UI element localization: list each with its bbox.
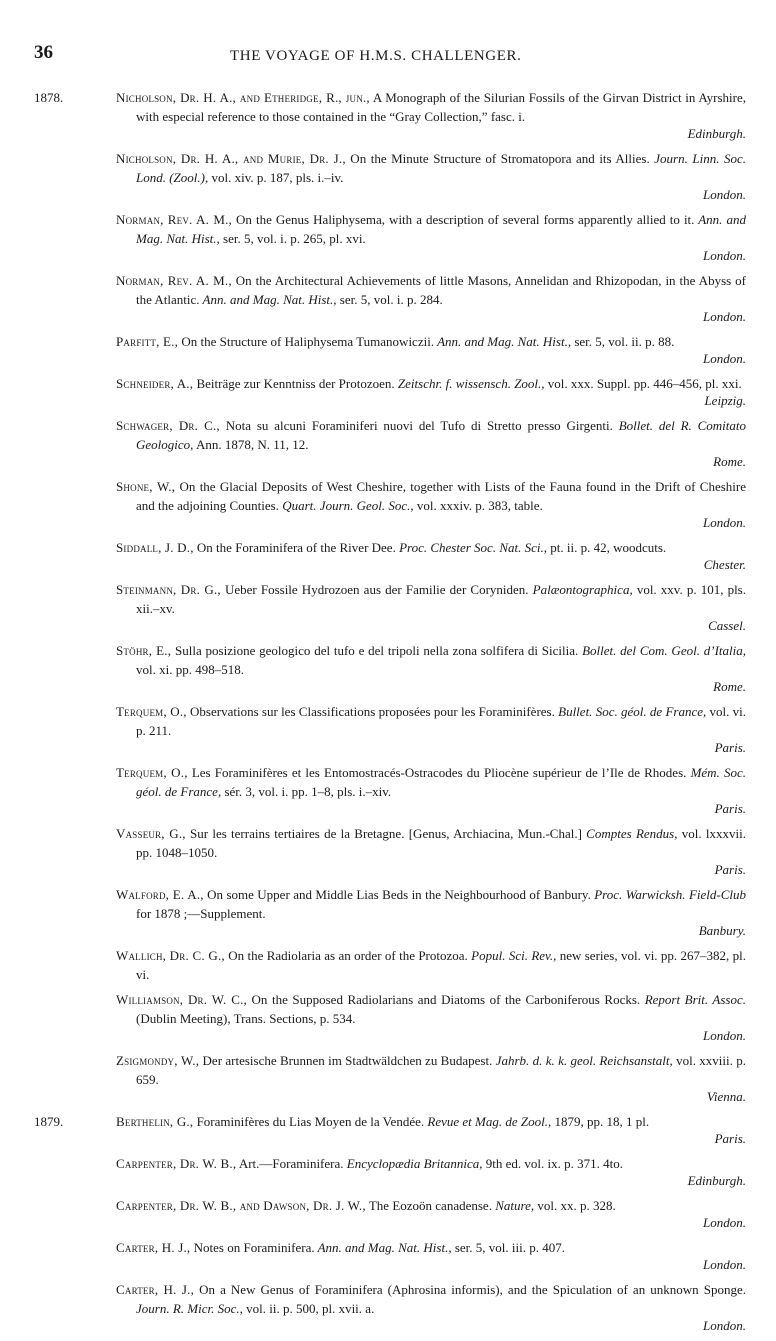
entry-author: Siddall, J. D.,: [116, 540, 194, 555]
entry-body: [116, 271, 746, 326]
entry-citation: pt. ii. p. 42, woodcuts.: [547, 540, 667, 555]
entry-place: Vienna.: [706, 1089, 746, 1104]
entry-place: Chester.: [703, 557, 746, 572]
entry-journal: Proc. Warwicksh. Field-Club: [590, 887, 746, 902]
entry-place: Paris.: [714, 1131, 746, 1146]
bibliography-entry: [0, 149, 776, 204]
entry-title: On the Genus Haliphysema, with a description of several forms apparently allied to it.: [231, 212, 695, 227]
entry-body: [116, 1238, 746, 1274]
entry-body: [116, 641, 746, 696]
entry-body: [116, 88, 746, 143]
entry-citation: vol. xiv. p. 187, pls. i.–iv.: [208, 170, 344, 185]
entry-citation: (Dublin Meeting), Trans. Sections, p. 534.: [136, 1011, 356, 1026]
bibliography-entry: [0, 1154, 776, 1190]
entry-body: [116, 477, 746, 532]
entry-place: London.: [703, 1028, 746, 1043]
entry-body: [116, 763, 746, 818]
entry-title: On the Glacial Deposits of West Cheshire, together with Lists of the Fauna found in the Drift of Cheshire and the adjoining Counties.: [136, 479, 746, 513]
entry-journal: Report Brit. Assoc.: [640, 992, 747, 1007]
bibliography-entry: [0, 1238, 776, 1274]
entry-author: Norman, Rev. A. M.,: [116, 273, 232, 288]
entry-title: A Monograph of the Silurian Fossils of the Girvan District in Ayrshire, with especial reference to those contained in the “Gray Collection,” fasc. i.: [136, 90, 746, 124]
entry-author: Williamson, Dr. W. C.,: [116, 992, 247, 1007]
entry-author: Nicholson, Dr. H. A., and Etheridge, R., jun.,: [116, 90, 370, 105]
entry-citation: vol. xxviii. p. 659.: [136, 1053, 746, 1087]
entry-body: [116, 702, 746, 757]
entry-title: On the Architectural Achievements of little Masons, Annelidan and Rhizopodan, in the Abyss of the Atlantic.: [136, 273, 746, 307]
entry-place: London.: [703, 1215, 746, 1230]
bibliography-entry: [0, 763, 776, 818]
entry-journal: Zeitschr. f. wissensch. Zool.,: [394, 376, 545, 391]
entry-author: Terquem, O.,: [116, 765, 188, 780]
entry-title: Art.—Foraminifera.: [236, 1156, 344, 1171]
entry-author: Norman, Rev. A. M.,: [116, 212, 232, 227]
entry-journal: Revue et Mag. de Zool.,: [424, 1114, 552, 1129]
entry-author: Carter, H. J.,: [116, 1282, 195, 1297]
entry-body: [116, 416, 746, 471]
bibliography-entry: [0, 990, 776, 1045]
entry-author: Walford, E. A.,: [116, 887, 204, 902]
entry-title: Foraminifères du Lias Moyen de la Vendée.: [193, 1114, 425, 1129]
entry-body: [116, 538, 746, 574]
entry-citation: vol. ii. p. 500, pl. xvii. a.: [242, 1301, 375, 1316]
bibliography-entry: [0, 1280, 776, 1335]
entry-place: Edinburgh.: [687, 1173, 746, 1188]
entry-journal: Popul. Sci. Rev.,: [467, 948, 557, 963]
entry-title: On some Upper and Middle Lias Beds in the Neighbourhood of Banbury.: [203, 887, 591, 902]
entry-body: [116, 885, 746, 940]
entry-citation: vol. lxxxvii. pp. 1048–1050.: [136, 826, 746, 860]
entry-title: On a New Genus of Foraminifera (Aphrosina informis), and the Spiculation of an unknown Sponge.: [194, 1282, 746, 1297]
entry-author: Carpenter, Dr. W. B.,: [116, 1156, 237, 1171]
bibliography-entry: [0, 88, 776, 143]
entry-place: Edinburgh.: [687, 126, 746, 141]
entry-author: Carpenter, Dr. W. B., and Dawson, Dr. J. W.,: [116, 1198, 366, 1213]
entry-place: Paris.: [714, 740, 746, 755]
entry-place: London.: [703, 1318, 746, 1333]
entry-year: 1879.: [34, 1114, 64, 1129]
entry-body: [116, 946, 746, 984]
entry-citation: vol. xx. p. 328.: [534, 1198, 616, 1213]
bibliography-entry: [0, 416, 776, 471]
entry-citation: vol. xi. pp. 498–518.: [136, 662, 244, 677]
entry-author: Nicholson, Dr. H. A., and Murie, Dr. J.,: [116, 151, 346, 166]
bibliography-entry: [0, 538, 776, 574]
entry-author: Berthelin, G.,: [116, 1114, 194, 1129]
bibliography-entry: [0, 702, 776, 757]
bibliography-entry: [0, 1196, 776, 1232]
entry-journal: Comptes Rendus,: [581, 826, 678, 841]
entry-citation: ser. 5, vol. i. p. 284.: [336, 292, 443, 307]
entry-journal: Ann. and Mag. Nat. Hist.,: [314, 1240, 452, 1255]
running-title: THE VOYAGE OF H.M.S. CHALLENGER.: [230, 48, 522, 64]
entry-journal: Palæontographica,: [528, 582, 633, 597]
entry-author: Carter, H. J.,: [116, 1240, 191, 1255]
entry-title: Der artesische Brunnen im Stadtwäldchen zu Budapest.: [199, 1053, 493, 1068]
entry-body: [116, 374, 746, 410]
entry-body: [116, 1051, 746, 1106]
entry-journal: Bollet. del Com. Geol. d’Italia,: [578, 643, 746, 658]
entry-title: On the Supposed Radiolarians and Diatoms of the Carboniferous Rocks.: [246, 992, 641, 1007]
entry-place: London.: [703, 1257, 746, 1272]
entry-citation: vol. xxxiv. p. 383, table.: [413, 498, 543, 513]
entry-place: Banbury.: [698, 923, 746, 938]
entry-citation: for 1878 ;—Supplement.: [136, 906, 266, 921]
entry-title: Notes on Foraminifera.: [190, 1240, 315, 1255]
bibliography-entry: [0, 641, 776, 696]
bibliography-list: [0, 88, 776, 1341]
entry-title: Sulla posizione geologico del tufo e del tripoli nella zona solfifera di Sicilia.: [171, 643, 579, 658]
entry-citation: Ann. 1878, N. 11, 12.: [193, 437, 309, 452]
bibliography-entry: [0, 824, 776, 879]
entry-author: Schneider, A.,: [116, 376, 194, 391]
entry-citation: sér. 3, vol. i. pp. 1–8, pls. i.–xiv.: [221, 784, 392, 799]
bibliography-entry: [0, 1112, 776, 1148]
entry-citation: ser. 5, vol. ii. p. 88.: [571, 334, 675, 349]
entry-body: [116, 990, 746, 1045]
entry-title: The Eozoön canadense.: [365, 1198, 492, 1213]
entry-place: Rome.: [713, 454, 746, 469]
bibliography-entry: [0, 885, 776, 940]
entry-place: London.: [703, 515, 746, 530]
entry-journal: Proc. Chester Soc. Nat. Sci.,: [395, 540, 547, 555]
entry-title: On the Structure of Haliphysema Tumanowiczii.: [178, 334, 435, 349]
entry-journal: Ann. and Mag. Nat. Hist.,: [199, 292, 337, 307]
entry-place: Leipzig.: [704, 393, 746, 408]
entry-year: 1878.: [34, 90, 64, 105]
entry-title: Beiträge zur Kenntniss der Protozoen.: [193, 376, 395, 391]
bibliography-entry: [0, 1051, 776, 1106]
bibliography-entry: [0, 580, 776, 635]
entry-title: Sur les terrains tertiaires de la Bretagne. [Genus, Archiacina, Mun.-Chal.]: [185, 826, 582, 841]
entry-citation: ser. 5, vol. i. p. 265, pl. xvi.: [219, 231, 366, 246]
entry-body: [116, 1112, 746, 1148]
entry-place: London.: [703, 187, 746, 202]
entry-body: [116, 210, 746, 265]
entry-journal: Encyclopædia Britannica,: [343, 1156, 483, 1171]
entry-title: On the Radiolaria as an order of the Protozoa.: [224, 948, 468, 963]
entry-citation: new series, vol. vi. pp. 267–382, pl. vi.: [136, 948, 747, 982]
page-number: 36: [34, 42, 53, 63]
entry-journal: Bollet. del R. Comitato Geologico,: [136, 418, 747, 452]
entry-journal: Journ. R. Micr. Soc.,: [136, 1301, 243, 1316]
bibliography-entry: [0, 271, 776, 326]
entry-place: Paris.: [714, 801, 746, 816]
entry-journal: Ann. and Mag. Nat. Hist.,: [434, 334, 572, 349]
entry-citation: vol. vi. p. 211.: [136, 704, 747, 738]
entry-journal: Nature,: [491, 1198, 535, 1213]
entry-citation: 9th ed. vol. ix. p. 371. 4to.: [482, 1156, 623, 1171]
entry-citation: vol. xxx. Suppl. pp. 446–456, pl. xxi.: [544, 376, 742, 391]
entry-place: Paris.: [714, 862, 746, 877]
entry-author: Steinmann, Dr. G.,: [116, 582, 221, 597]
entry-title: Nota su alcuni Foraminiferi nuovi del Tufo di Stretto presso Girgenti.: [219, 418, 613, 433]
bibliography-entry: [0, 332, 776, 368]
entry-author: Schwager, Dr. C.,: [116, 418, 220, 433]
entry-author: Parfitt, E.,: [116, 334, 179, 349]
entry-journal: Mém. Soc. géol. de France,: [136, 765, 747, 799]
entry-body: [116, 149, 746, 204]
entry-place: Cassel.: [708, 618, 746, 633]
entry-title: On the Foraminifera of the River Dee.: [193, 540, 396, 555]
entry-place: Rome.: [713, 679, 746, 694]
entry-body: [116, 1154, 746, 1190]
entry-author: Vasseur, G.,: [116, 826, 186, 841]
entry-body: [116, 824, 746, 879]
entry-journal: Quart. Journ. Geol. Soc.,: [278, 498, 414, 513]
entry-place: London.: [703, 309, 746, 324]
entry-citation: vol. xxv. p. 101, pls. xii.–xv.: [136, 582, 746, 616]
entry-author: Wallich, Dr. C. G.,: [116, 948, 225, 963]
entry-journal: Jahrb. d. k. k. geol. Reichsanstalt,: [492, 1053, 673, 1068]
entry-journal: Journ. Linn. Soc. Lond. (Zool.),: [136, 151, 746, 185]
entry-title: On the Minute Structure of Stromatopora and its Allies.: [345, 151, 650, 166]
bibliography-entry: [0, 946, 776, 984]
entry-journal: Ann. and Mag. Nat. Hist.,: [136, 212, 746, 246]
entry-body: [116, 1196, 746, 1232]
entry-author: Terquem, O.,: [116, 704, 187, 719]
entry-journal: Bullet. Soc. géol. de France,: [554, 704, 707, 719]
entry-body: [116, 332, 746, 368]
entry-place: London.: [703, 351, 746, 366]
bibliography-entry: [0, 374, 776, 410]
entry-body: [116, 1280, 746, 1335]
entry-author: Shone, W.,: [116, 479, 176, 494]
bibliography-entry: [0, 477, 776, 532]
entry-place: London.: [703, 248, 746, 263]
entry-title: Ueber Fossile Hydrozoen aus der Familie der Coryniden.: [220, 582, 529, 597]
entry-title: Observations sur les Classifications proposées pour les Foraminifères.: [186, 704, 555, 719]
entry-author: Zsigmondy, W.,: [116, 1053, 200, 1068]
entry-citation: ser. 5, vol. iii. p. 407.: [451, 1240, 565, 1255]
entry-body: [116, 580, 746, 635]
entry-author: Stöhr, E.,: [116, 643, 172, 658]
entry-title: Les Foraminifères et les Entomostracés-Ostracodes du Pliocène supérieur de l’Ile de Rhodes.: [187, 765, 687, 780]
bibliography-entry: [0, 210, 776, 265]
entry-citation: 1879, pp. 18, 1 pl.: [551, 1114, 650, 1129]
